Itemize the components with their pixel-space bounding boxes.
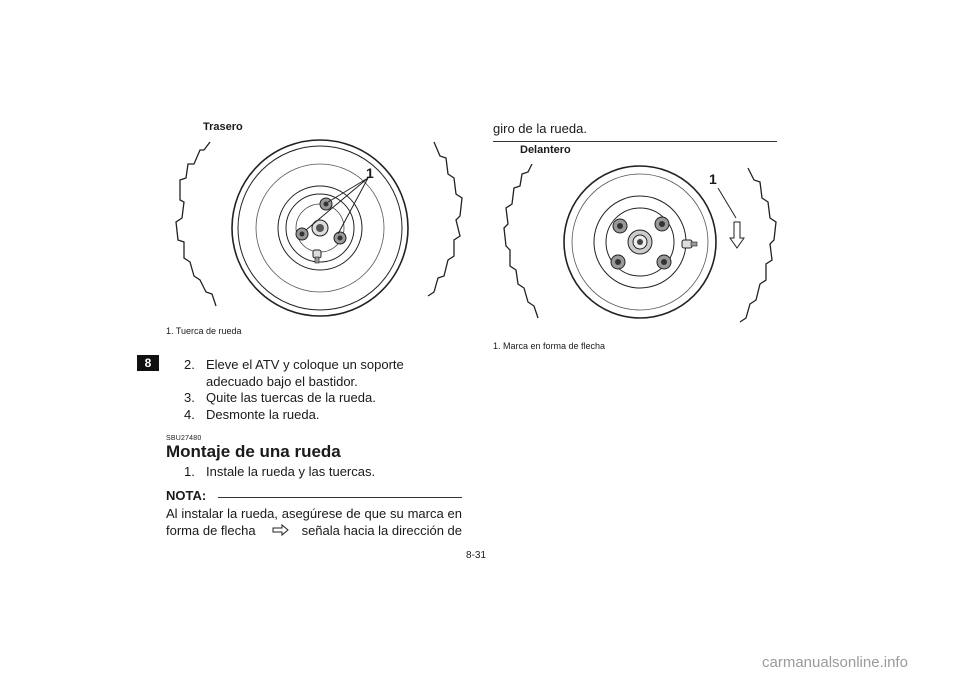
front-wheel-illustration xyxy=(500,150,790,330)
step-2 xyxy=(184,356,464,390)
hollow-right-arrow-icon xyxy=(272,524,290,536)
nota-end-rule xyxy=(493,141,777,142)
rear-figure-label: Trasero xyxy=(203,121,243,133)
nota-rule xyxy=(218,497,462,498)
front-callout-number: 1 xyxy=(709,171,717,187)
rear-figure-caption: 1. Tuerca de rueda xyxy=(166,326,242,336)
watermark: carmanualsonline.info xyxy=(762,654,908,671)
page-number: 8-31 xyxy=(466,550,487,561)
section-tab: 8 xyxy=(137,355,159,371)
front-figure-caption: 1. Marca en forma de flecha xyxy=(493,341,606,351)
step-text: Desmonte la rueda. xyxy=(206,407,320,422)
step-number: 2. xyxy=(184,357,195,372)
step-text: Quite las tuercas de la rueda. xyxy=(206,390,376,405)
rear-wheel-illustration xyxy=(170,130,470,330)
rear-callout-number: 1 xyxy=(366,165,374,181)
step-4 xyxy=(184,406,464,423)
step-number: 1. xyxy=(184,464,195,479)
step-text: Instale la rueda y las tuercas. xyxy=(206,464,376,479)
step-3 xyxy=(184,389,464,406)
section-title: Montaje de una rueda xyxy=(166,442,341,461)
step-text: Eleve el ATV y coloque un soporte adecuado bajo el bastidor. xyxy=(206,357,404,389)
front-figure-label: Delantero xyxy=(520,144,571,156)
step-number: 4. xyxy=(184,407,195,422)
nota-line-2b: señala hacia la dirección de xyxy=(301,523,462,538)
step-number: 3. xyxy=(184,390,195,405)
nota-continuation: giro de la rueda. xyxy=(493,121,587,136)
nota-line-2a: forma de flecha xyxy=(166,523,256,538)
section-code: SBU27480 xyxy=(166,435,202,442)
nota-line-1: Al instalar la rueda, asegúrese de que su marca en xyxy=(166,506,462,521)
nota-line-2 xyxy=(166,522,462,539)
nota-label: NOTA: xyxy=(166,488,207,503)
step-1 xyxy=(184,463,464,480)
